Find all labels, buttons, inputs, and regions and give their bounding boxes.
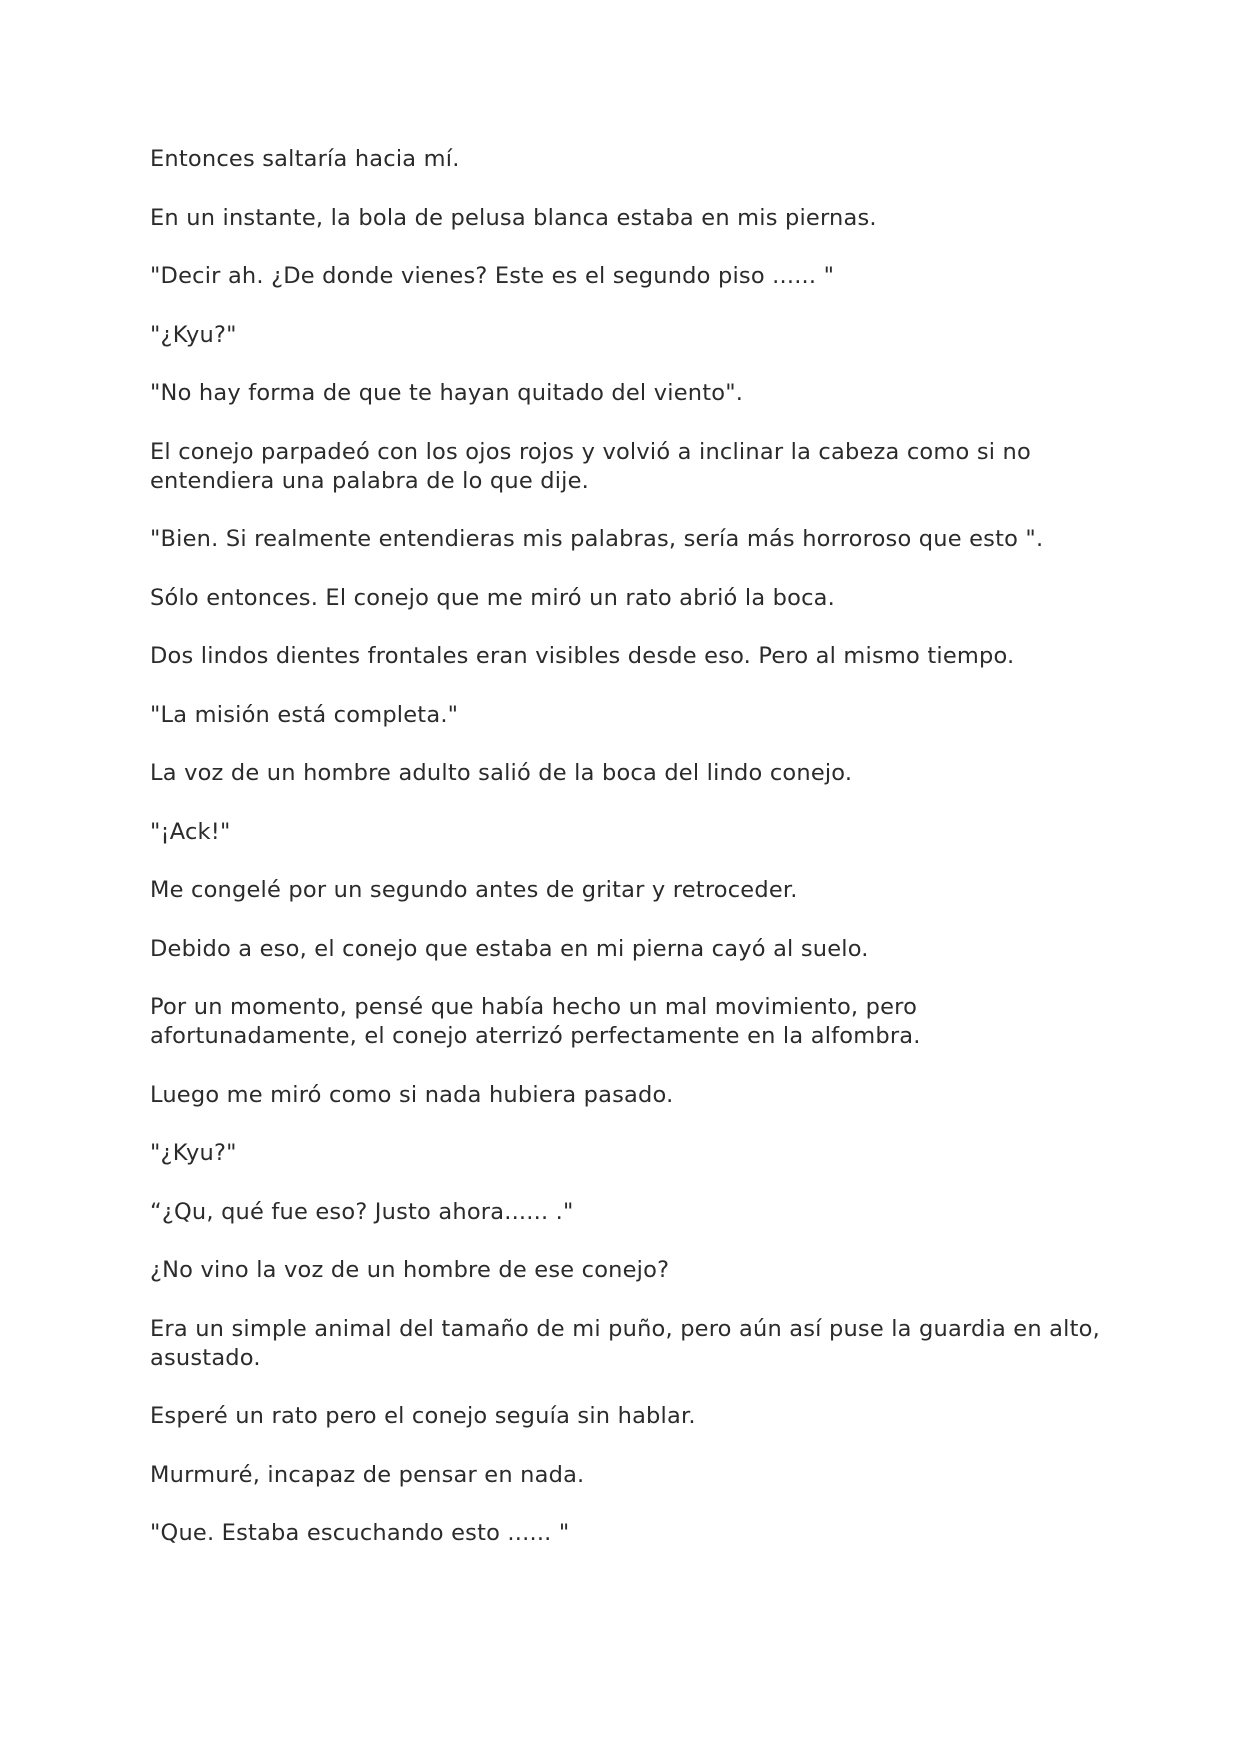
paragraph: "La misión está completa." — [150, 701, 459, 728]
paragraph: ¿No vino la voz de un hombre de ese conejo? — [150, 1257, 670, 1283]
paragraph: "Bien. Si realmente entendieras mis palabras, sería más horroroso que esto ". — [150, 526, 1044, 552]
paragraph: "Que. Estaba escuchando esto ...... " — [150, 1520, 570, 1546]
paragraph: Murmuré, incapaz de pensar en nada. — [150, 1461, 585, 1488]
paragraph: "No hay forma de que te hayan quitado del viento". — [150, 380, 744, 406]
paragraph: Por un momento, pensé que había hecho un mal movimiento, pero afortunadamente, el conejo aterrizó perfectamente en la alfombra. — [150, 994, 921, 1049]
paragraph: "¡Ack!" — [150, 818, 231, 845]
paragraph: En un instante, la bola de pelusa blanca estaba en mis piernas. — [150, 204, 877, 231]
paragraph: Debido a eso, el conejo que estaba en mi pierna cayó al suelo. — [150, 935, 869, 962]
paragraph: “¿Qu, qué fue eso? Justo ahora...... ." — [150, 1198, 574, 1225]
document-body — [150, 145, 1100, 1578]
paragraph: Esperé un rato pero el conejo seguía sin hablar. — [150, 1403, 696, 1429]
paragraph: Entonces saltaría hacia mí. — [150, 146, 460, 172]
paragraph: "¿Kyu?" — [150, 1140, 237, 1166]
paragraph: "Decir ah. ¿De donde vienes? Este es el segundo piso ...... " — [150, 263, 835, 289]
paragraph: La voz de un hombre adulto salió de la boca del lindo conejo. — [150, 760, 853, 786]
paragraph: Luego me miró como si nada hubiera pasado. — [150, 1081, 674, 1108]
paragraph: Era un simple animal del tamaño de mi puño, pero aún así puse la guardia en alto, asustado. — [150, 1315, 1100, 1371]
paragraph: El conejo parpadeó con los ojos rojos y volvió a inclinar la cabeza como si no entendiera una palabra de lo que dije. — [150, 438, 1031, 494]
paragraph: "¿Kyu?" — [150, 321, 237, 348]
paragraph: Me congelé por un segundo antes de gritar y retroceder. — [150, 877, 798, 903]
paragraph: Dos lindos dientes frontales eran visibles desde eso. Pero al mismo tiempo. — [150, 643, 1015, 669]
paragraph: Sólo entonces. El conejo que me miró un rato abrió la boca. — [150, 584, 836, 611]
